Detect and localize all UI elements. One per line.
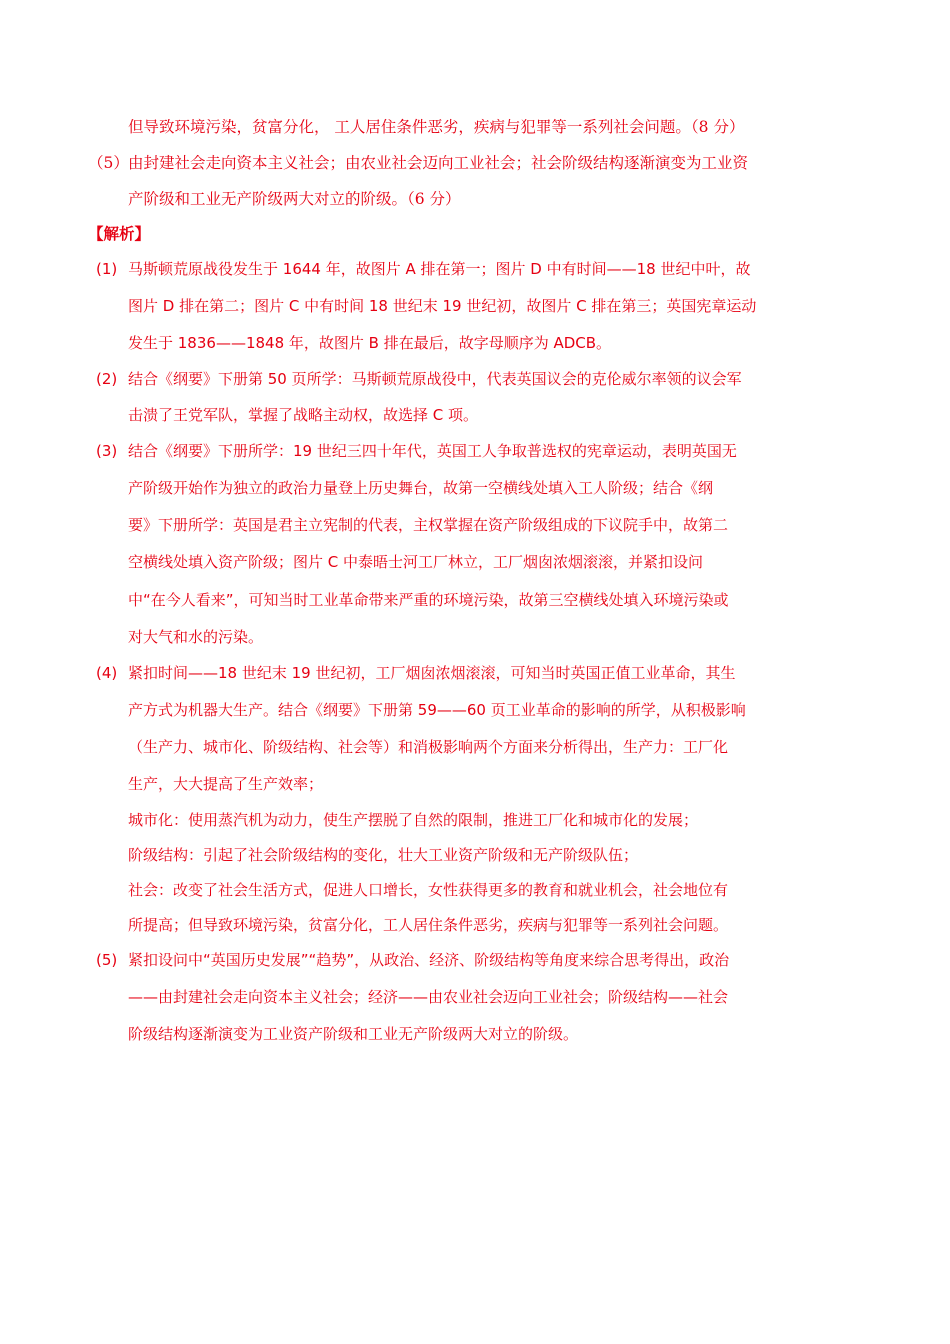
analysis-line: 对大气和水的污染。 [128,628,264,646]
analysis-line: 产方式为机器大生产。结合《纲要》下册第 59——60 页工业革命的影响的所学，从积极影响 [128,701,746,719]
analysis-line: 产阶级开始作为独立的政治力量登上历史舞台，故第一空横线处填入工人阶级；结合《纲 [128,479,714,497]
analysis-line: 阶级结构逐渐演变为工业资产阶级和工业无产阶级两大对立的阶级。 [128,1025,579,1043]
analysis-item-number: (3) [96,442,118,460]
analysis-line: 所提高；但导致环境污染，贫富分化，工人居住条件恶劣，疾病与犯罪等一系列社会问题。 [128,916,729,934]
analysis-line: 中“在今人看来”，可知当时工业革命带来严重的环境污染，故第三空横线处填入环境污染或 [128,591,729,609]
analysis-line: 城市化：使用蒸汽机为动力，使生产摆脱了自然的限制，推进工厂化和城市化的发展； [128,811,699,829]
analysis-line: 要》下册所学：英国是君主立宪制的代表，主权掌握在资产阶级组成的下议院手中，故第二 [128,516,729,534]
analysis-line: 紧扣时间——18 世纪末 19 世纪初，工厂烟囱浓烟滚滚，可知当时英国正值工业革命，其生 [128,664,736,682]
analysis-line: 结合《纲要》下册所学：19 世纪三四十年代，英国工人争取普选权的宪章运动，表明英国无 [128,442,737,460]
answer-5-number: （5） [88,154,129,172]
analysis-item-number: (2) [96,370,118,388]
analysis-line: （生产力、城市化、阶级结构、社会等）和消极影响两个方面来分析得出，生产力：工厂化 [128,738,729,756]
analysis-line: 马斯顿荒原战役发生于 1644 年，故图片 A 排在第一；图片 D 中有时间——18 世纪中叶，故 [128,260,751,278]
analysis-line: 图片 D 排在第二；图片 C 中有时间 18 世纪末 19 世纪初，故图片 C 排在第三；英国宪章运动 [128,297,757,315]
answer-4-continuation: 但导致环境污染，贫富分化， 工人居住条件恶劣，疾病与犯罪等一系列社会问题。（8 分） [128,118,745,136]
analysis-heading: 【解析】 [88,224,151,243]
analysis-line: ——由封建社会走向资本主义社会；经济——由农业社会迈向工业社会；阶级结构——社会 [128,988,729,1006]
analysis-line: 社会：改变了社会生活方式，促进人口增长，女性获得更多的教育和就业机会，社会地位有 [128,881,729,899]
analysis-line: 发生于 1836——1848 年，故图片 B 排在最后，故字母顺序为 ADCB。 [128,334,612,352]
analysis-line: 击溃了王党军队，掌握了战略主动权，故选择 C 项。 [128,406,479,424]
answer-5-line: 产阶级和工业无产阶级两大对立的阶级。（6 分） [128,190,461,208]
analysis-line: 生产，大大提高了生产效率； [128,775,324,793]
analysis-line: 空横线处填入资产阶级；图片 C 中泰晤士河工厂林立，工厂烟囱浓烟滚滚，并紧扣设问 [128,553,704,571]
analysis-item-number: (1) [96,260,118,278]
analysis-line: 阶级结构：引起了社会阶级结构的变化，壮大工业资产阶级和无产阶级队伍； [128,846,639,864]
analysis-line: 结合《纲要》下册第 50 页所学：马斯顿荒原战役中，代表英国议会的克伦威尔率领的议会军 [128,370,742,388]
answer-5-line: 由封建社会走向资本主义社会；由农业社会迈向工业社会；社会阶级结构逐渐演变为工业资 [128,154,749,172]
analysis-item-number: (4) [96,664,118,682]
analysis-line: 紧扣设问中“英国历史发展”“趋势”，从政治、经济、阶级结构等角度来综合思考得出，政治 [128,951,730,969]
analysis-item-number: (5) [96,951,118,969]
